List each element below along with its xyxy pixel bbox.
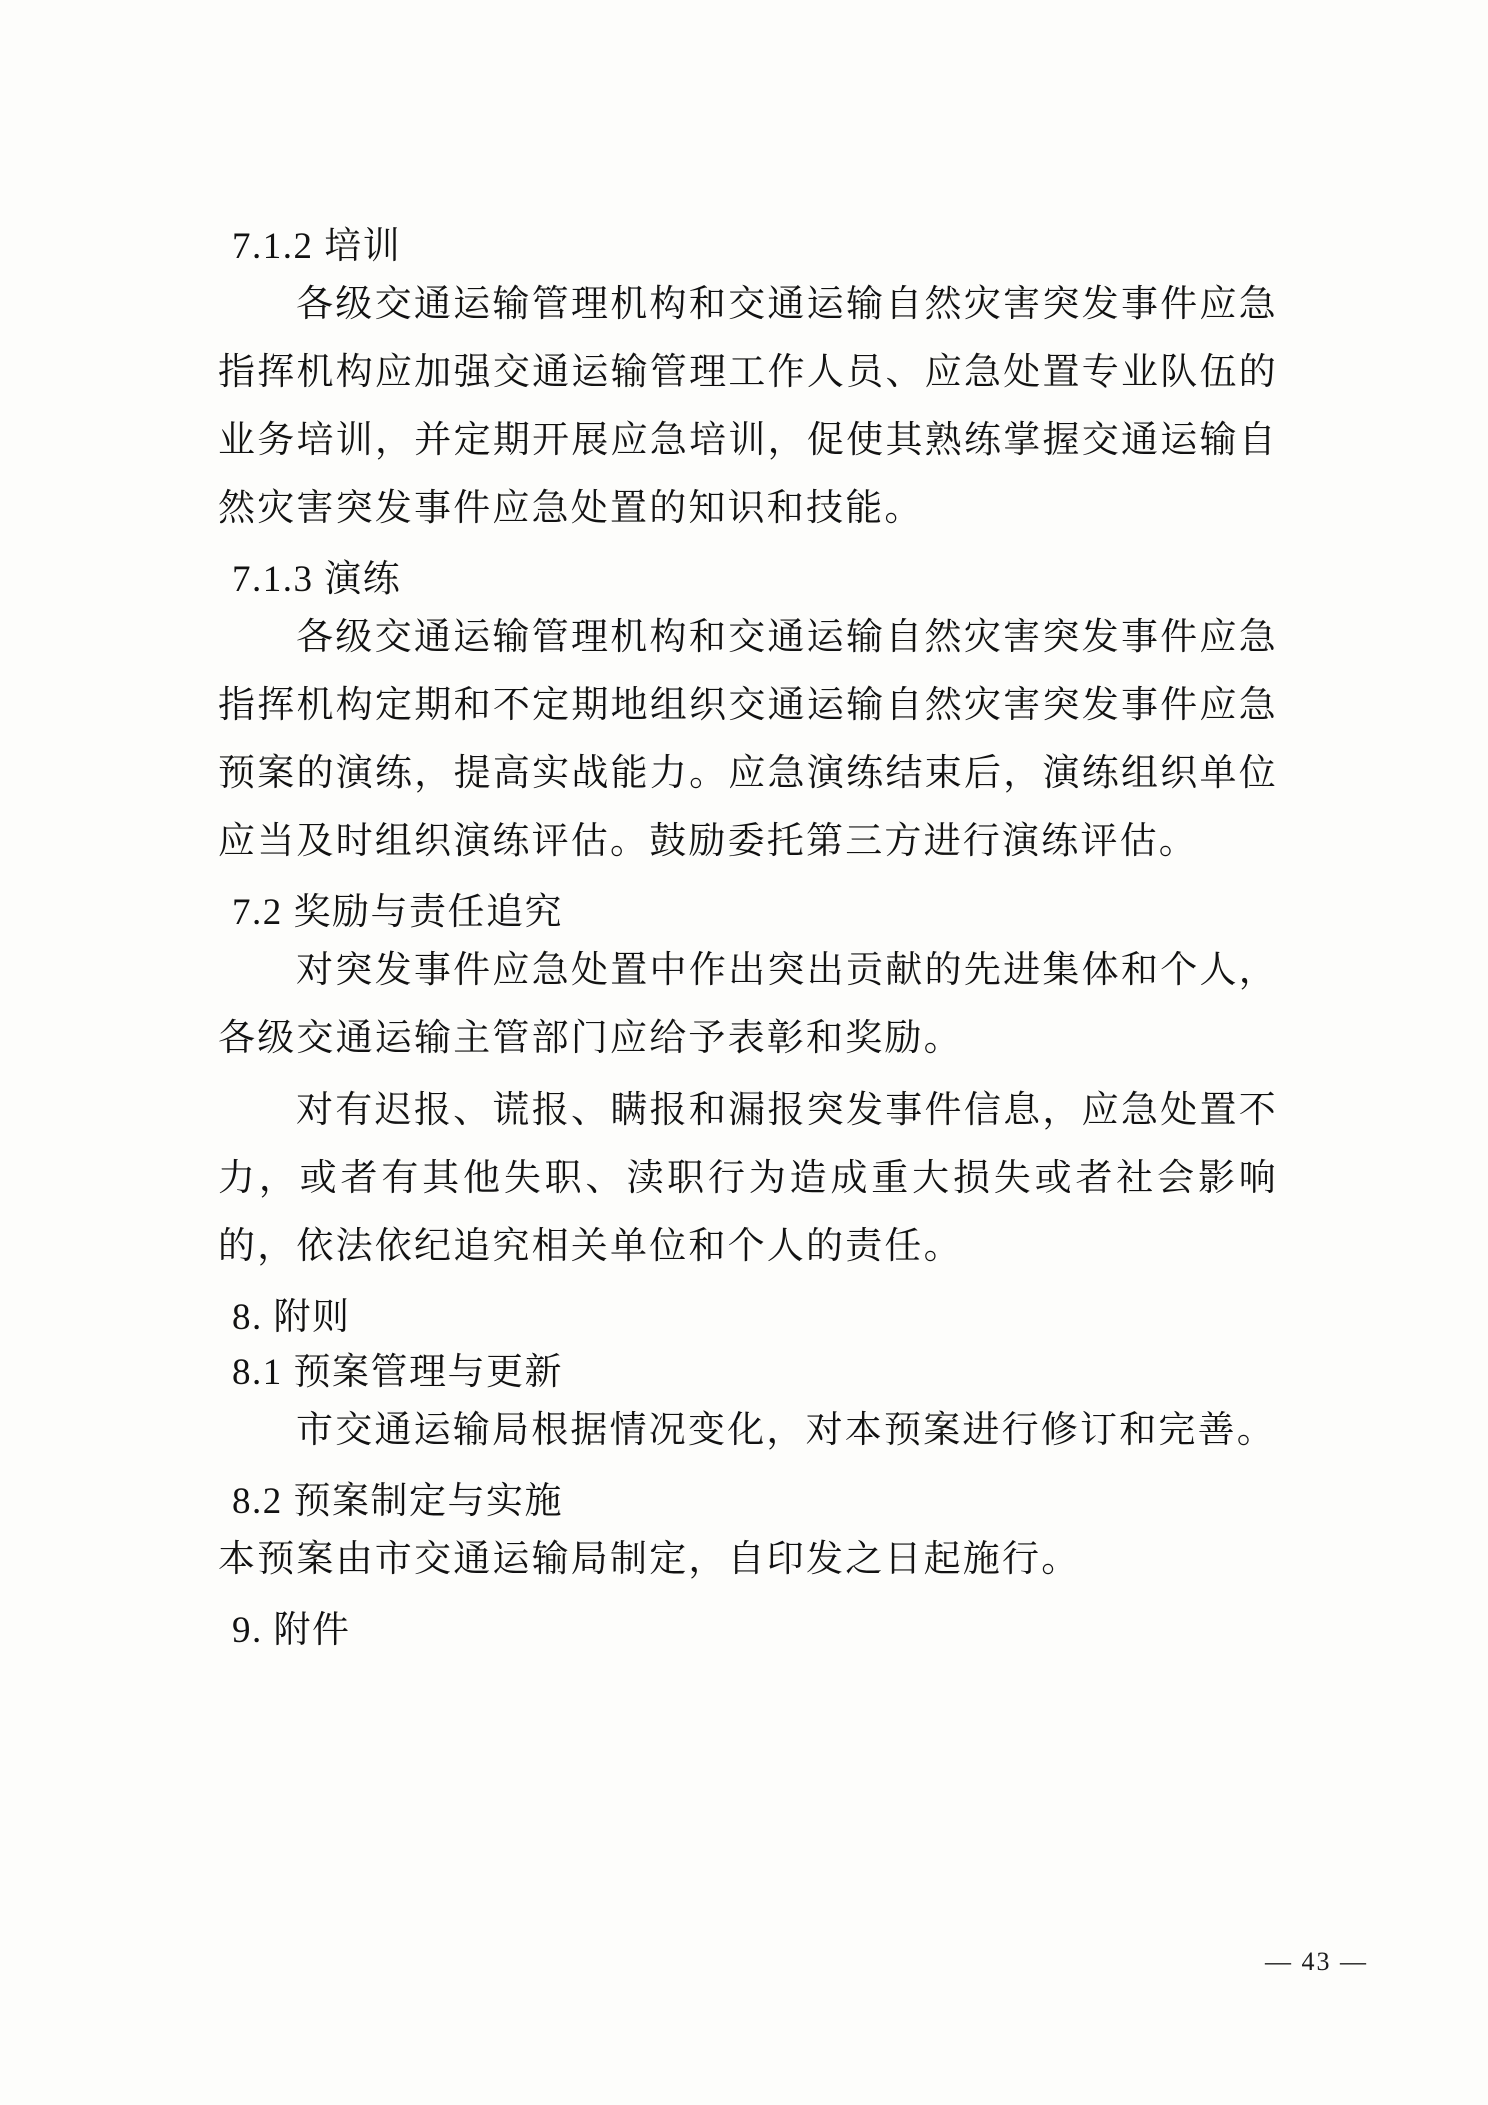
paragraph: 对有迟报、谎报、瞒报和漏报突发事件信息，应急处置不力，或者有其他失职、渎职行为造成重大损失或者社会影响的，依法依纪追究相关单位和个人的责任。: [218, 1090, 1278, 1267]
section-heading: 7.1.3 演练: [232, 559, 402, 600]
section-7-2: [218, 894, 1278, 1281]
section-8: [218, 1299, 1278, 1336]
section-8-2: [218, 1483, 1278, 1594]
section-heading: 9. 附件: [232, 1610, 351, 1651]
paragraph: 市交通运输局根据情况变化，对本预案进行修订和完善。: [296, 1410, 1276, 1451]
page-number: — 43 —: [1265, 1947, 1368, 1976]
section-heading: 8.2 预案制定与实施: [232, 1481, 563, 1522]
paragraph: 各级交通运输管理机构和交通运输自然灾害突发事件应急指挥机构定期和不定期地组织交通运输自然灾害突发事件应急预案的演练，提高实战能力。应急演练结束后，演练组织单位应当及时组织演练评估。鼓励委托第三方进行演练评估。: [218, 617, 1278, 862]
paragraph: 对突发事件应急处置中作出突出贡献的先进集体和个人，各级交通运输主管部门应给予表彰和奖励。: [218, 950, 1278, 1059]
section-7-1-2: [218, 228, 1278, 543]
section-8-1: [218, 1354, 1278, 1465]
section-heading: 8. 附则: [232, 1297, 351, 1338]
section-9: [218, 1612, 1278, 1649]
section-heading: 7.2 奖励与责任追究: [232, 892, 563, 933]
section-heading: 7.1.2 培训: [232, 226, 402, 267]
section-heading: 8.1 预案管理与更新: [232, 1352, 563, 1393]
paragraph: 本预案由市交通运输局制定，自印发之日起施行。: [218, 1539, 1081, 1580]
paragraph: 各级交通运输管理机构和交通运输自然灾害突发事件应急指挥机构应加强交通运输管理工作人员、应急处置专业队伍的业务培训，并定期开展应急培训，促使其熟练掌握交通运输自然灾害突发事件应急处置的知识和技能。: [218, 284, 1278, 529]
document-body: [218, 228, 1278, 1667]
section-7-1-3: [218, 561, 1278, 876]
